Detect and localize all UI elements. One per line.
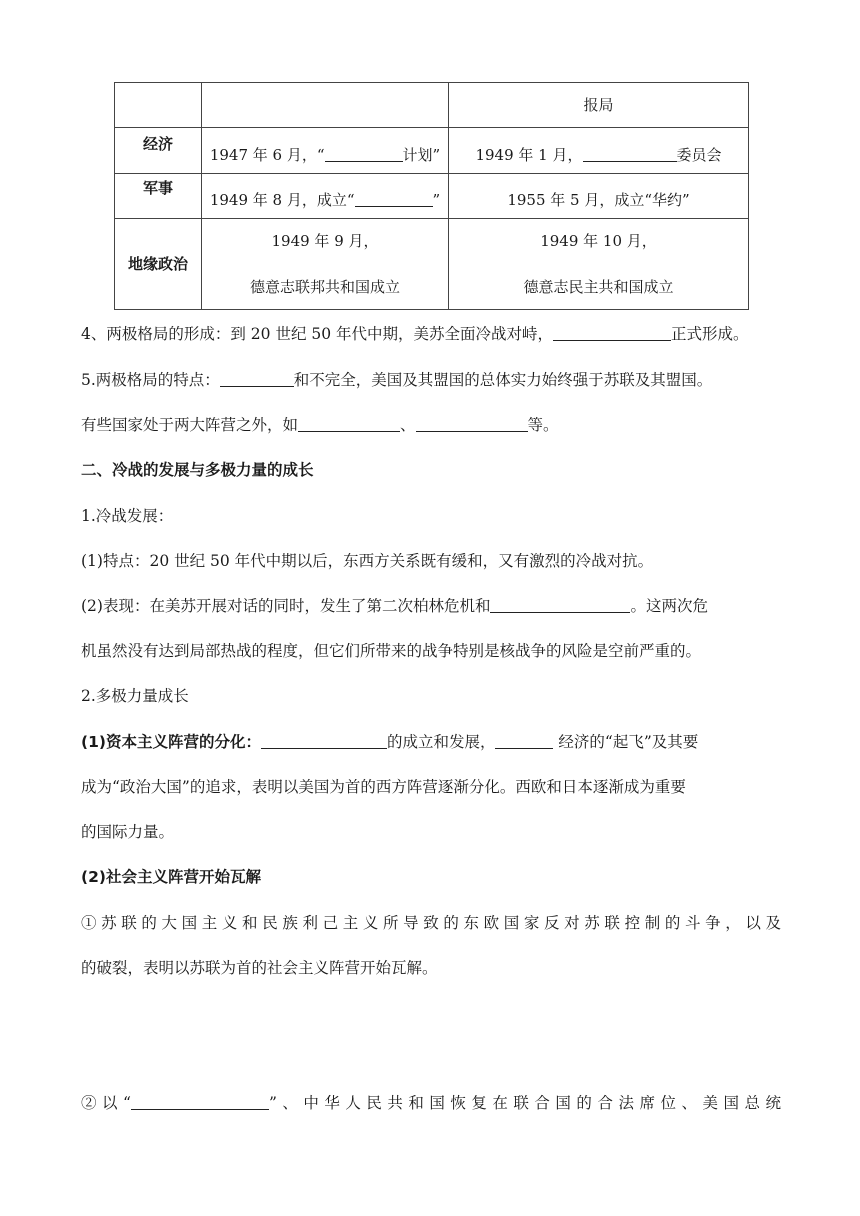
cell-text: ” [432, 191, 441, 209]
text: 。这两次危 [630, 597, 708, 615]
table-cell [449, 219, 749, 310]
table-row [115, 219, 749, 310]
fill-blank[interactable] [220, 370, 294, 387]
comparison-table [114, 82, 749, 310]
cell-text: 1949 年 8 月，成立“ [209, 191, 355, 209]
text: 正式形成。 [671, 325, 749, 343]
fill-blank[interactable] [261, 732, 387, 749]
subsection-2-point-2-title: (2)社会主义阵营开始瓦解 [81, 868, 261, 886]
table-cell [202, 219, 449, 310]
fill-blank[interactable] [416, 415, 528, 432]
fill-blank[interactable] [495, 732, 553, 749]
subsection-2-point-1 [81, 731, 781, 753]
row-label-geopolitics: 地缘政治 [115, 219, 202, 310]
table-row [115, 128, 749, 174]
table-cell [202, 83, 449, 128]
text-bold: (1)资本主义阵营的分化： [81, 733, 261, 751]
row-label-military: 军事 [115, 174, 202, 219]
paragraph-5 [81, 369, 781, 391]
fill-blank[interactable] [355, 190, 433, 207]
section-2-title: 二、冷战的发展与多极力量的成长 [81, 461, 314, 479]
subsection-2-point-2-a-cont: 的破裂，表明以苏联为首的社会主义阵营开始瓦解。 [81, 959, 438, 977]
cell-text: 1949 年 10 月， [540, 232, 657, 250]
text: ”、中华人民共和国恢复在联合国的合法席位、美国总统 [268, 1094, 781, 1112]
text: 有些国家处于两大阵营之外，如 [81, 416, 299, 434]
table-row [115, 83, 749, 128]
text: 、 [400, 416, 416, 434]
fill-blank[interactable] [490, 596, 630, 613]
cell-text: 1949 年 1 月， [475, 145, 583, 164]
subsection-1-point-1: (1)特点：20 世纪 50 年代中期以后，东西方关系既有缓和，又有激烈的冷战对抗。 [81, 552, 654, 570]
text: 4、两极格局的形成：到 20 世纪 50 年代中期，美苏全面冷战对峙， [81, 325, 554, 343]
subsection-2-title: 2.多极力量成长 [81, 687, 189, 705]
text: 等。 [527, 416, 559, 434]
fill-blank[interactable] [298, 415, 400, 432]
text: 5.两极格局的特点： [81, 371, 220, 389]
fill-blank[interactable] [325, 145, 403, 162]
text: 经济的“起飞”及其要 [553, 733, 699, 751]
text: ②以“ [81, 1094, 131, 1112]
row-label-economy: 经济 [115, 128, 202, 174]
paragraph-5-cont [81, 414, 781, 436]
cell-text: 德意志民主共和国成立 [523, 278, 674, 296]
table-cell-header: 报局 [449, 83, 749, 128]
table-cell [202, 174, 449, 219]
cell-text: 计划” [402, 145, 441, 164]
subsection-2-point-2-b [81, 1092, 781, 1114]
paragraph-4 [81, 323, 781, 345]
cell-text: 委员会 [676, 145, 722, 164]
subsection-2-point-2-a: ①苏联的大国主义和民族利己主义所导致的东欧国家反对苏联控制的斗争，以及 [81, 914, 781, 932]
table-cell [202, 128, 449, 174]
subsection-2-point-1-cont2: 的国际力量。 [81, 823, 175, 841]
text: 的成立和发展， [386, 733, 496, 751]
cell-text: 1947 年 6 月，“ [209, 145, 325, 164]
subsection-1-point-2 [81, 595, 781, 617]
cell-text: 1949 年 9 月， [271, 232, 379, 250]
subsection-2-point-1-cont: 成为“政治大国”的追求，表明以美国为首的西方阵营逐渐分化。西欧和日本逐渐成为重要 [81, 778, 686, 796]
cell-text: 德意志联邦共和国成立 [249, 278, 400, 296]
table-cell: 1955 年 5 月，成立“华约” [449, 174, 749, 219]
table-row [115, 174, 749, 219]
fill-blank[interactable] [553, 324, 671, 341]
fill-blank[interactable] [131, 1093, 269, 1110]
table-cell [449, 128, 749, 174]
fill-blank[interactable] [583, 145, 677, 162]
text: 和不完全，美国及其盟国的总体实力始终强于苏联及其盟国。 [293, 371, 713, 389]
subsection-1-point-2-cont: 机虽然没有达到局部热战的程度，但它们所带来的战争特别是核战争的风险是空前严重的。 [81, 642, 702, 660]
text: (2)表现：在美苏开展对话的同时，发生了第二次柏林危机和 [81, 597, 491, 615]
subsection-1-title: 1.冷战发展： [81, 507, 174, 525]
table-cell [115, 83, 202, 128]
